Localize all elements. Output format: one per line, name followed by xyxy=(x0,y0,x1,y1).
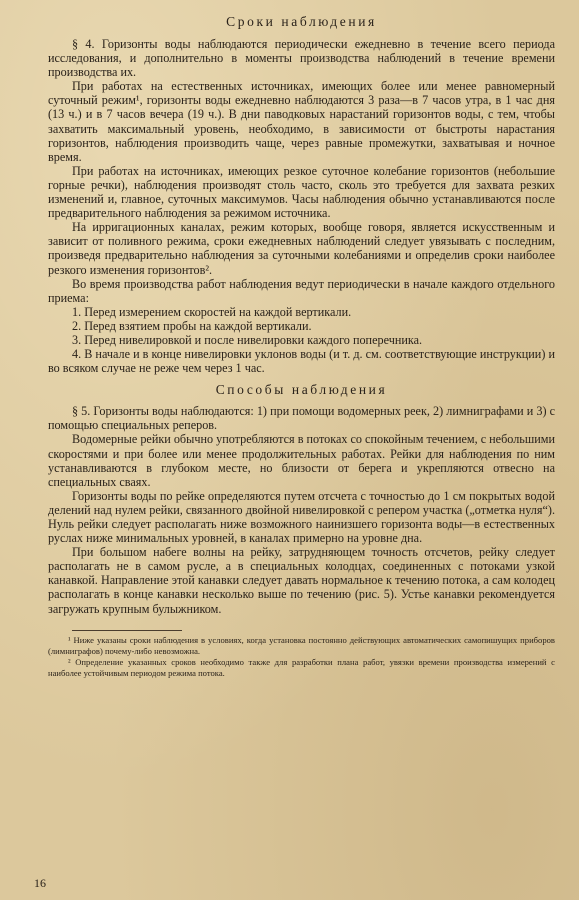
paragraph-during-work: Во время производства работ наблюдения ведут периодически в начале каждого отдельного приема: xyxy=(48,276,555,305)
list-item-3: 3. Перед нивелировкой и после нивелировки каждого поперечника. xyxy=(72,332,423,347)
paragraph-irrigation-canals: На ирригационных каналах, режим которых, вообще говоря, является искусственным и зависит от поливного режима, сроки ежедневных наблюдений следует увязывать с последним, произведя предварительно наблюдения за суточными колебаниями и определив сроки наиболее резкого изменения горизонтов². xyxy=(48,220,555,277)
paragraph-gauge-staffs: Водомерные рейки обычно употребляются в потоках со спокойным течением, с небольшими скоростями и при более или менее продолжительных работах. Рейки для наблюдения по ним устанавливаются в глубоком месте, но близости от берега и укрепляются отвесно на специальных сваях. xyxy=(48,432,555,489)
paragraph-4: § 4. Горизонты воды наблюдаются периодически ежедневно в течение всего периода исследования, и дополнительно в моменты производства наблюдений в течение времени производства их. xyxy=(48,37,555,80)
list-item-1: 1. Перед измерением скоростей на каждой вертикали. xyxy=(72,304,352,319)
paragraph-mountain-streams: При работах на источниках, имеющих резкое суточное колебание горизонтов (небольшие горные речки), наблюдения производят столь часто, сколь это требуется для захвата резких изменений и, главное, суточных максимумов. Часы наблюдения обычно устанавливаются после предварительного наблюдения за режимом источника. xyxy=(48,163,555,221)
footnote-2: ² Определение указанных сроков необходимо также для разработки плана работ, увязки времени производства измерений с наиболее устойчивым периодом режима потока. xyxy=(48,656,555,678)
section-heading-observation-times: Сроки наблюдения xyxy=(226,14,377,29)
paragraph-natural-sources: При работах на естественных источниках, имеющих более или менее равномерный суточный режим¹, горизонты воды ежедневно наблюдаются 3 раза—в 7 часов утра, в 1 час дня (13 ч.) и в 7 часов вечера (19 ч.). В дни паводковых нарастаний горизонтов воды, с тем, чтобы захватить максимальный уровень, необходимо, в зависимости от быстроты нарастания горизонтов, наблюдения производить чаще, через равные промежутки, захватывая и ночное время. xyxy=(48,79,555,164)
list-item-2: 2. Перед взятием пробы на каждой вертикали. xyxy=(72,318,312,333)
list-item-4: 4. В начале и в конце нивелировки уклонов воды (и т. д. см. соответствующие инструкции) и во всяком случае не реже чем через 1 час. xyxy=(48,347,555,376)
paragraph-5: § 5. Горизонты воды наблюдаются: 1) при помощи водомерных реек, 2) лимниграфами и 3) с помощью специальных реперов. xyxy=(48,404,555,433)
paragraph-gauge-reading: Горизонты воды по рейке определяются путем отсчета с точностью до 1 см покрытых водой делений над нулем рейки, связанного двойной нивелировкой с репером участка („отметка нуля“). Нуль рейки следует располагать ниже возможного наинизшего горизонта воды—в естественных руслах ниже минимальных уровней, в каналах примерно на уровне дна. xyxy=(48,488,555,546)
footnote-divider xyxy=(72,630,182,631)
section-heading-observation-methods: Способы наблюдения xyxy=(215,382,388,398)
paragraph-wave-wells: При большом набеге волны на рейку, затрудняющем точность отсчетов, рейку следует располагать не в самом русле, а в специальных колодцах, соединенных с потоками узкой канавкой. Направление этой канавки следует давать нормальное к течению потока, а сам колодец располагать в конце канавки несколько выше по течению (рис. 5). Устье канавки рекомендуется загружать крупным булыжником. xyxy=(48,545,555,616)
page-number: 16 xyxy=(34,876,46,890)
footnote-1: ¹ Ниже указаны сроки наблюдения в условиях, когда установка постоянно действующих автоматических самопишущих приборов (лимниграфов) почему-либо невозможна. xyxy=(48,634,555,656)
